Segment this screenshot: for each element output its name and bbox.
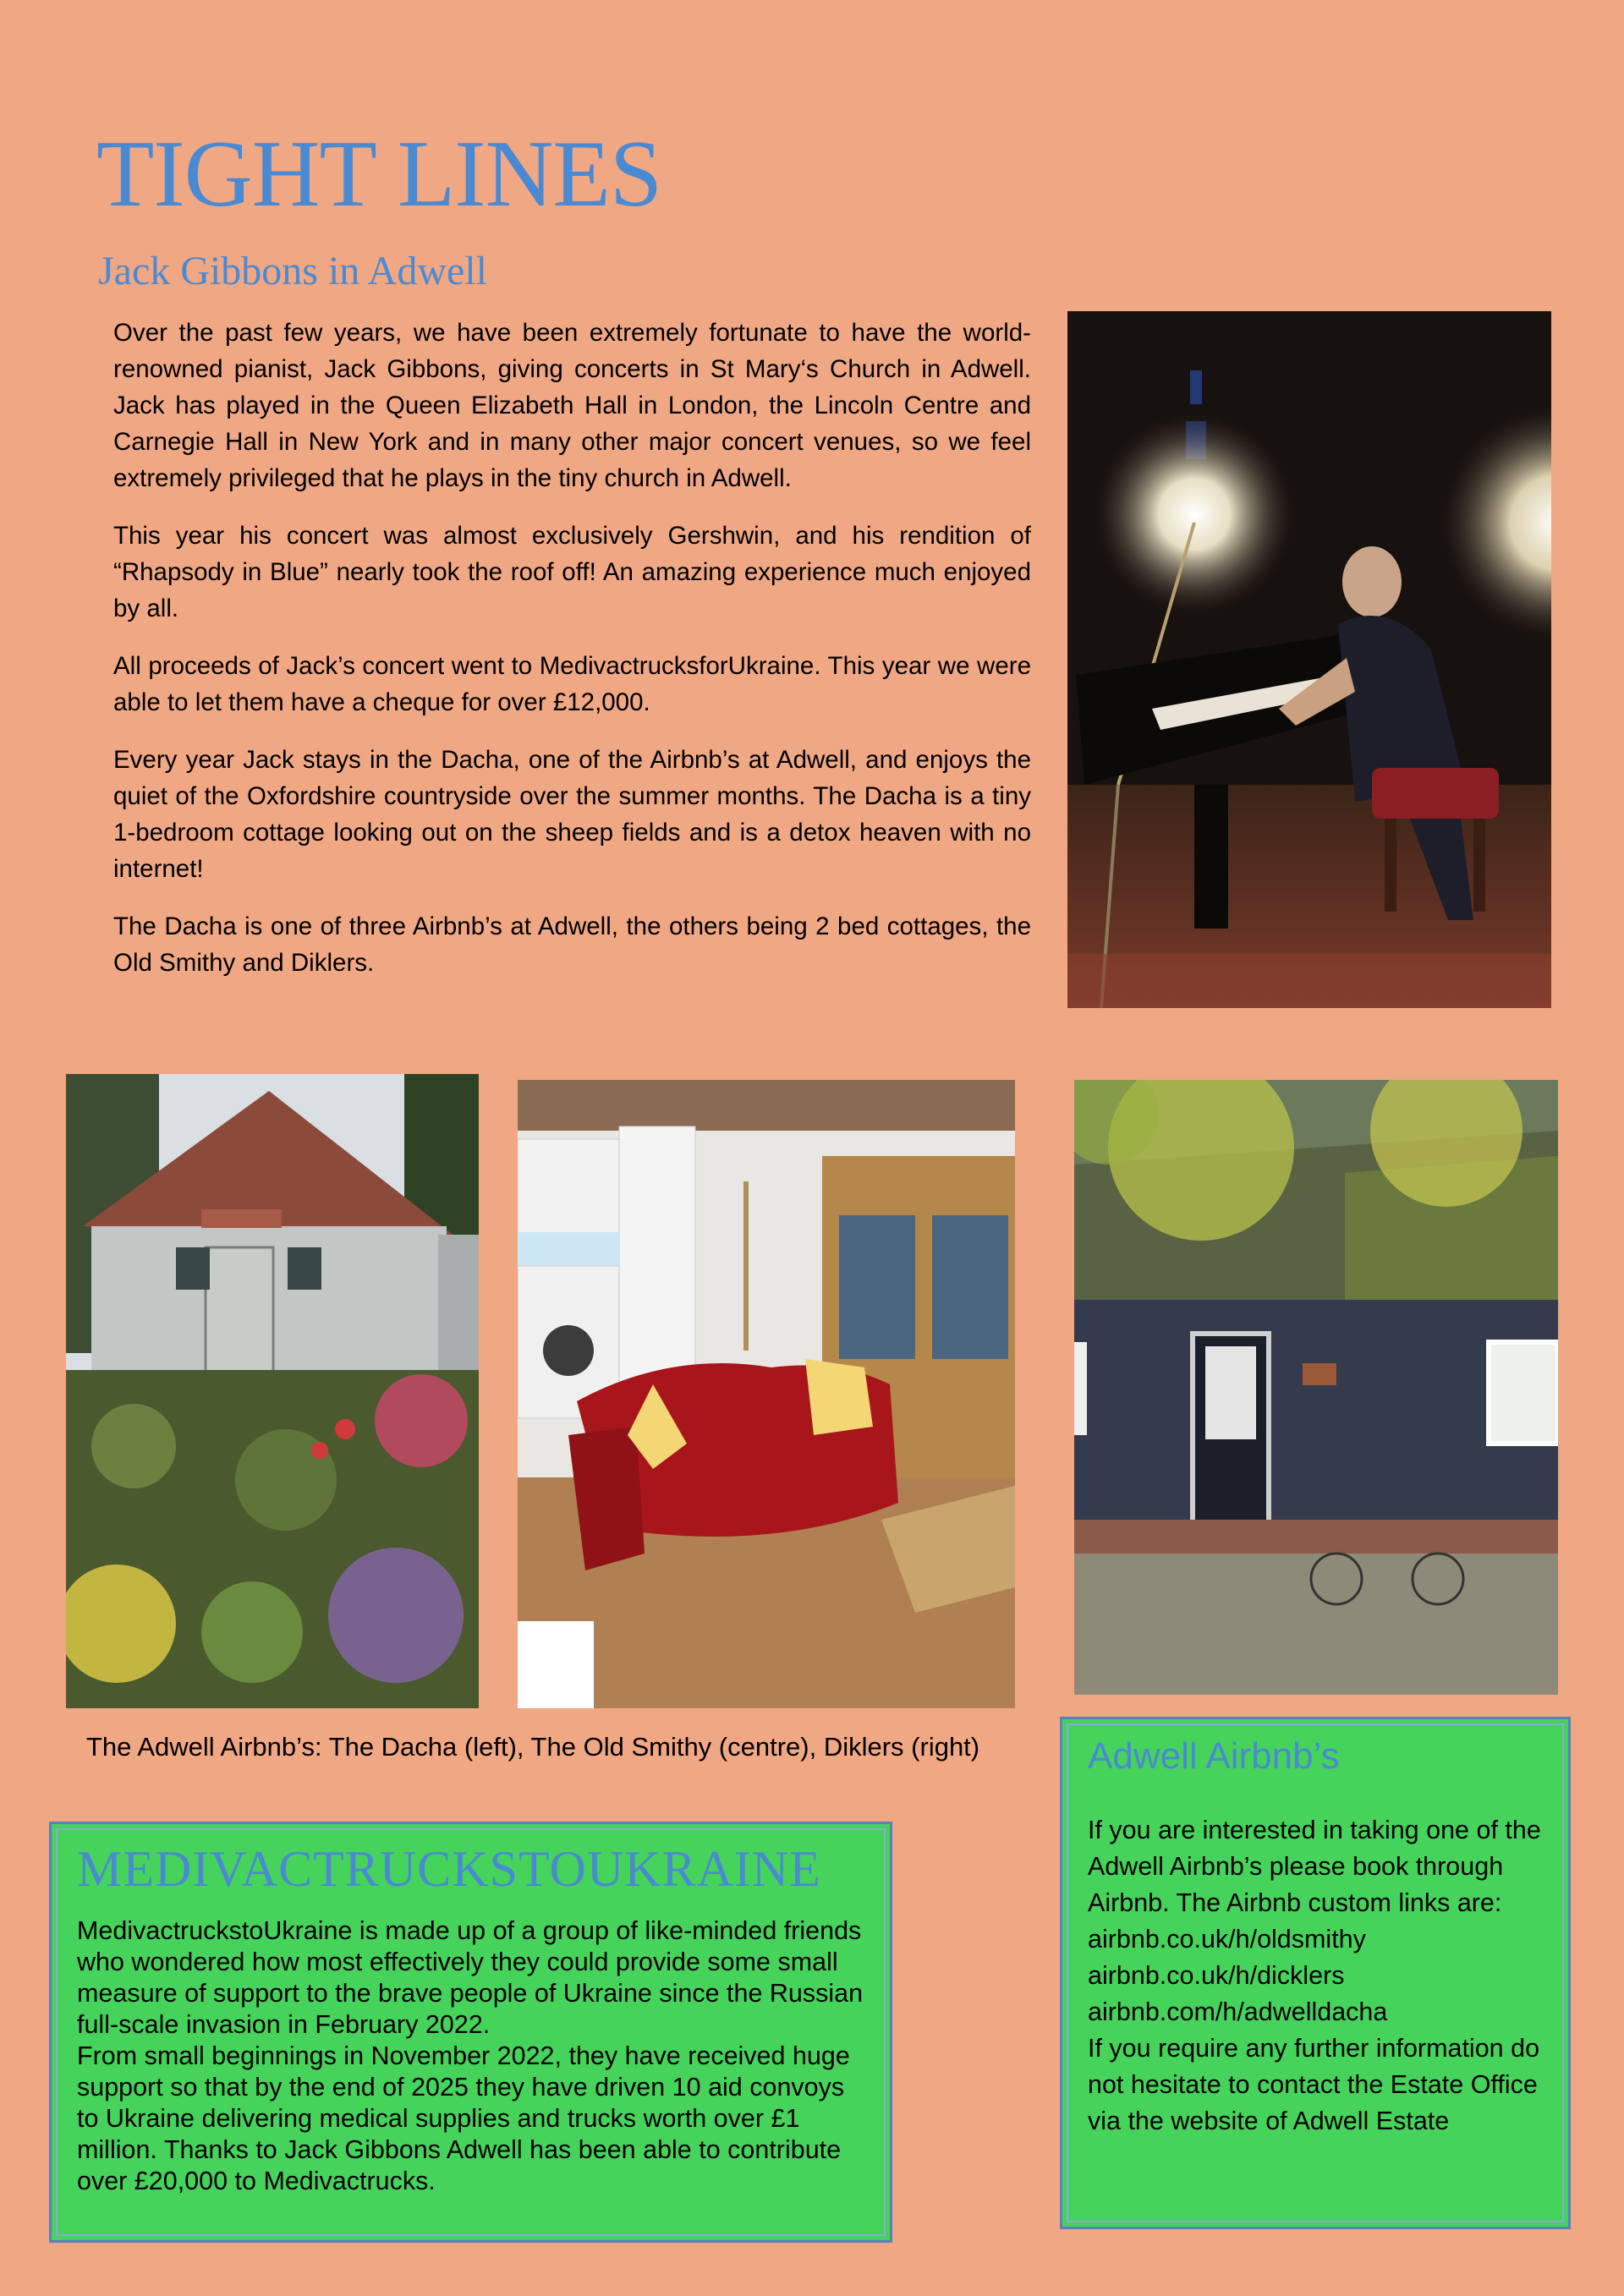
photo-caption: The Adwell Airbnb’s: The Dacha (left), The Old Smithy (centre), Diklers (right) <box>86 1732 980 1762</box>
airbnb-box <box>1060 1717 1571 2229</box>
medivac-paragraph: From small beginnings in November 2022, they have received huge support so that by the end of 2025 they have driven 10 aid convoys to Ukraine delivering medical supplies and trucks worth over £1 million. Thanks to Jack Gibbons Adwell has been able to contribute over £20,000 to Medivactrucks. <box>77 2041 850 2195</box>
article-paragraph: Every year Jack stays in the Dacha, one of the Airbnb’s at Adwell, and enjoys the quiet of the Oxfordshire countryside over the summer months. The Dacha is a tiny 1-bedroom cottage looking out on the sheep fields and is a detox heaven with no internet! <box>113 746 1031 883</box>
page-title: TIGHT LINES <box>96 122 662 227</box>
article-paragraph: The Dacha is one of three Airbnb’s at Adwell, the others being 2 bed cottages, the Old Smithy and Diklers. <box>113 912 1031 977</box>
pianist-photo <box>1067 311 1551 1008</box>
dacha-photo <box>66 1074 479 1708</box>
article-paragraph: Over the past few years, we have been extremely fortunate to have the world-renowned pianist, Jack Gibbons, giving concerts in St Mary‘s Church in Adwell. Jack has played in the Queen Elizabeth Hall in London, the Lincoln Centre and Carnegie Hall in New York and in many other major concert venues, so we feel extremely privileged that he plays in the tiny church in Adwell. <box>113 319 1031 492</box>
old-smithy-photo <box>518 1080 1015 1708</box>
article-body <box>113 315 1031 1002</box>
medivac-heading: MEDIVACTRUCKSTOUKRAINE <box>77 1841 821 1897</box>
medivac-paragraph: MedivactruckstoUkraine is made up of a group of like-minded friends who wondered how most effectively they could provide some small measure of support to the brave people of Ukraine since the Russian full-scale invasion in February 2022. <box>77 1916 864 2039</box>
airbnb-link-dacha[interactable]: airbnb.com/h/adwelldacha <box>1088 1997 1388 2027</box>
airbnb-contact-text: If you require any further information do not hesitate to contact the Estate Office via the website of Adwell Estate <box>1088 2034 1540 2136</box>
airbnb-link-oldsmithy[interactable]: airbnb.co.uk/h/oldsmithy <box>1088 1925 1366 1954</box>
airbnb-link-dicklers[interactable]: airbnb.co.uk/h/dicklers <box>1088 1961 1345 1991</box>
airbnb-heading: Adwell Airbnb’s <box>1088 1735 1340 1777</box>
diklers-photo <box>1074 1080 1558 1695</box>
airbnb-intro: If you are interested in taking one of the Adwell Airbnb’s please book through Airbnb. The Airbnb custom links are: <box>1088 1816 1541 1918</box>
article-paragraph: This year his concert was almost exclusively Gershwin, and his rendition of “Rhapsody in Blue” nearly took the roof off! An amazing experience much enjoyed by all. <box>113 522 1031 622</box>
medivac-box <box>49 1822 892 2243</box>
page-subtitle: Jack Gibbons in Adwell <box>98 249 487 293</box>
article-paragraph: All proceeds of Jack’s concert went to MedivactrucksforUkraine. This year we were able to let them have a cheque for over £12,000. <box>113 652 1031 716</box>
